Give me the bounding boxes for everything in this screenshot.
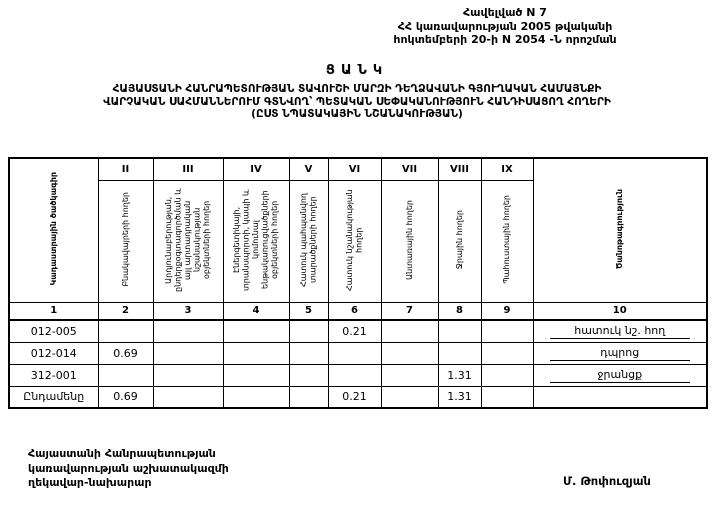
roman-numeral-ii: II (98, 158, 153, 180)
column-number-row (9, 302, 707, 320)
table-row (9, 320, 707, 342)
header-cadastral-code (9, 158, 98, 302)
roman-numeral-iv: IV (223, 158, 289, 180)
value-cell (289, 386, 328, 408)
value-cell (223, 386, 289, 408)
value-cell (381, 320, 438, 342)
column-number-7: 7 (381, 302, 438, 320)
header-industrial-lands: Արդյունաբերության, ընդերքօգտագործման և այլ արտադրական նշանակության օբյեկտների հողեր (153, 180, 223, 302)
value-cell (289, 364, 328, 386)
value-cell: 0.69 (98, 386, 153, 408)
value-cell: 0.69 (98, 342, 153, 364)
cadastral-code-cell: 012-005 (9, 320, 98, 342)
value-cell (223, 320, 289, 342)
header-cadastral-code-label: Կադաստրային ծածկագիր (49, 172, 58, 286)
value-cell (328, 342, 381, 364)
total-label-cell: Ընդամենը (9, 386, 98, 408)
signatory-name: Մ. Թոփուզյան (563, 474, 651, 488)
government-line: ՀՀ կառավարության 2005 թվականի (397, 19, 613, 33)
header-forest-lands: Անտառային հողեր (381, 180, 438, 302)
value-cell (328, 364, 381, 386)
value-cell (153, 342, 223, 364)
column-number-9: 9 (481, 302, 533, 320)
column-number-6: 6 (328, 302, 381, 320)
land-table-container (8, 157, 708, 409)
roman-numeral-viii: VIII (438, 158, 481, 180)
column-number-1: 1 (9, 302, 98, 320)
value-cell (223, 364, 289, 386)
value-cell (481, 342, 533, 364)
value-cell (153, 320, 223, 342)
annex-number: Հավելված N 7 (463, 6, 547, 19)
roman-numeral-vi: VI (328, 158, 381, 180)
value-cell (223, 342, 289, 364)
page-title: ՑԱՆԿ (325, 63, 389, 78)
value-cell: 1.31 (438, 364, 481, 386)
signature-block (28, 447, 229, 491)
column-number-5: 5 (289, 302, 328, 320)
total-row (9, 386, 707, 408)
value-cell (381, 342, 438, 364)
note-cell (533, 364, 707, 386)
header-infrastructure-lands: Էներգետիկայի, տրանսպորտի, կապի և կոմունալ ենթակառուցվածքների օբյեկտների հողեր (223, 180, 289, 302)
value-cell (289, 342, 328, 364)
value-cell (481, 320, 533, 342)
subtitle-line-2: ՎԱՐՉԱԿԱՆ ՍԱՀՄԱՆՆԵՐՈՒՄ ԳՏՆՎՈՂ՝ ՊԵՏԱԿԱՆ ՍԵՓԱԿԱՆՈՒԹՅՈՒՆ ՀԱՆԴԻՍԱՑՈՂ ՀՈՂԵՐԻ (103, 95, 611, 108)
note-cell (533, 342, 707, 364)
table-row (9, 364, 707, 386)
signatory-title-line-2: կառավարության աշխատակազմի (28, 461, 229, 475)
subtitle-line-1: ՀԱՅԱՍՏԱՆԻ ՀԱՆՐԱՊԵՏՈՒԹՅԱՆ ՏԱՎՈՒՇԻ ՄԱՐԶԻ ԴԵՂՁԱՎԱՆԻ ԳՅՈՒՂԱԿԱՆ ՀԱՄԱՅՆՔԻ (112, 83, 602, 95)
roman-numeral-iii: III (153, 158, 223, 180)
value-cell (98, 320, 153, 342)
header-protected-lands: Հատուկ պահպանվող տարածքների հողեր (289, 180, 328, 302)
header-settlement-lands: Բնակավայրերի հողեր (98, 180, 153, 302)
cadastral-code-cell: 012-014 (9, 342, 98, 364)
value-cell (381, 364, 438, 386)
note-cell (533, 320, 707, 342)
note-text: հատուկ նշ. հող (550, 324, 690, 339)
column-number-4: 4 (223, 302, 289, 320)
note-text: ջրանցք (550, 368, 690, 383)
roman-numeral-row (9, 158, 707, 180)
roman-numeral-ix: IX (481, 158, 533, 180)
header-special-purpose-lands: Հատուկ նշանակության հողեր (328, 180, 381, 302)
value-cell (438, 342, 481, 364)
table-row (9, 342, 707, 364)
note-text: դպրոց (550, 346, 690, 361)
value-cell (381, 386, 438, 408)
subtitle-line-3: (ԸՍՏ ՆՊԱՏԱԿԱՅԻՆ ՆՇԱՆԱԿՈՒԹՅԱՆ) (251, 108, 463, 120)
header-note (533, 158, 707, 302)
value-cell (289, 320, 328, 342)
header-reserve-lands: Պահուստային հողեր (481, 180, 533, 302)
decision-line: հոկտեմբերի 20-ի N 2054 -Ն որոշման (393, 33, 617, 46)
signatory-title-line-1: Հայաստանի Հանրապետության (28, 447, 216, 460)
cadastral-code-cell: 312-001 (9, 364, 98, 386)
column-number-10: 10 (533, 302, 707, 320)
column-number-8: 8 (438, 302, 481, 320)
header-water-lands: Ջրային հողեր (438, 180, 481, 302)
value-cell (98, 364, 153, 386)
note-cell (533, 386, 707, 408)
land-table (8, 157, 708, 409)
roman-numeral-vii: VII (381, 158, 438, 180)
document-subtitle (0, 83, 714, 121)
roman-numeral-v: V (289, 158, 328, 180)
column-number-3: 3 (153, 302, 223, 320)
value-cell (153, 386, 223, 408)
value-cell: 0.21 (328, 386, 381, 408)
decree-reference (300, 6, 710, 47)
value-cell: 1.31 (438, 386, 481, 408)
column-number-2: 2 (98, 302, 153, 320)
value-cell (153, 364, 223, 386)
value-cell (438, 320, 481, 342)
value-cell: 0.21 (328, 320, 381, 342)
value-cell (481, 386, 533, 408)
signatory-title-line-3: ղեկավար-նախարար (28, 476, 152, 489)
header-note-label: Ծանոթագրություն (615, 188, 624, 269)
value-cell (481, 364, 533, 386)
